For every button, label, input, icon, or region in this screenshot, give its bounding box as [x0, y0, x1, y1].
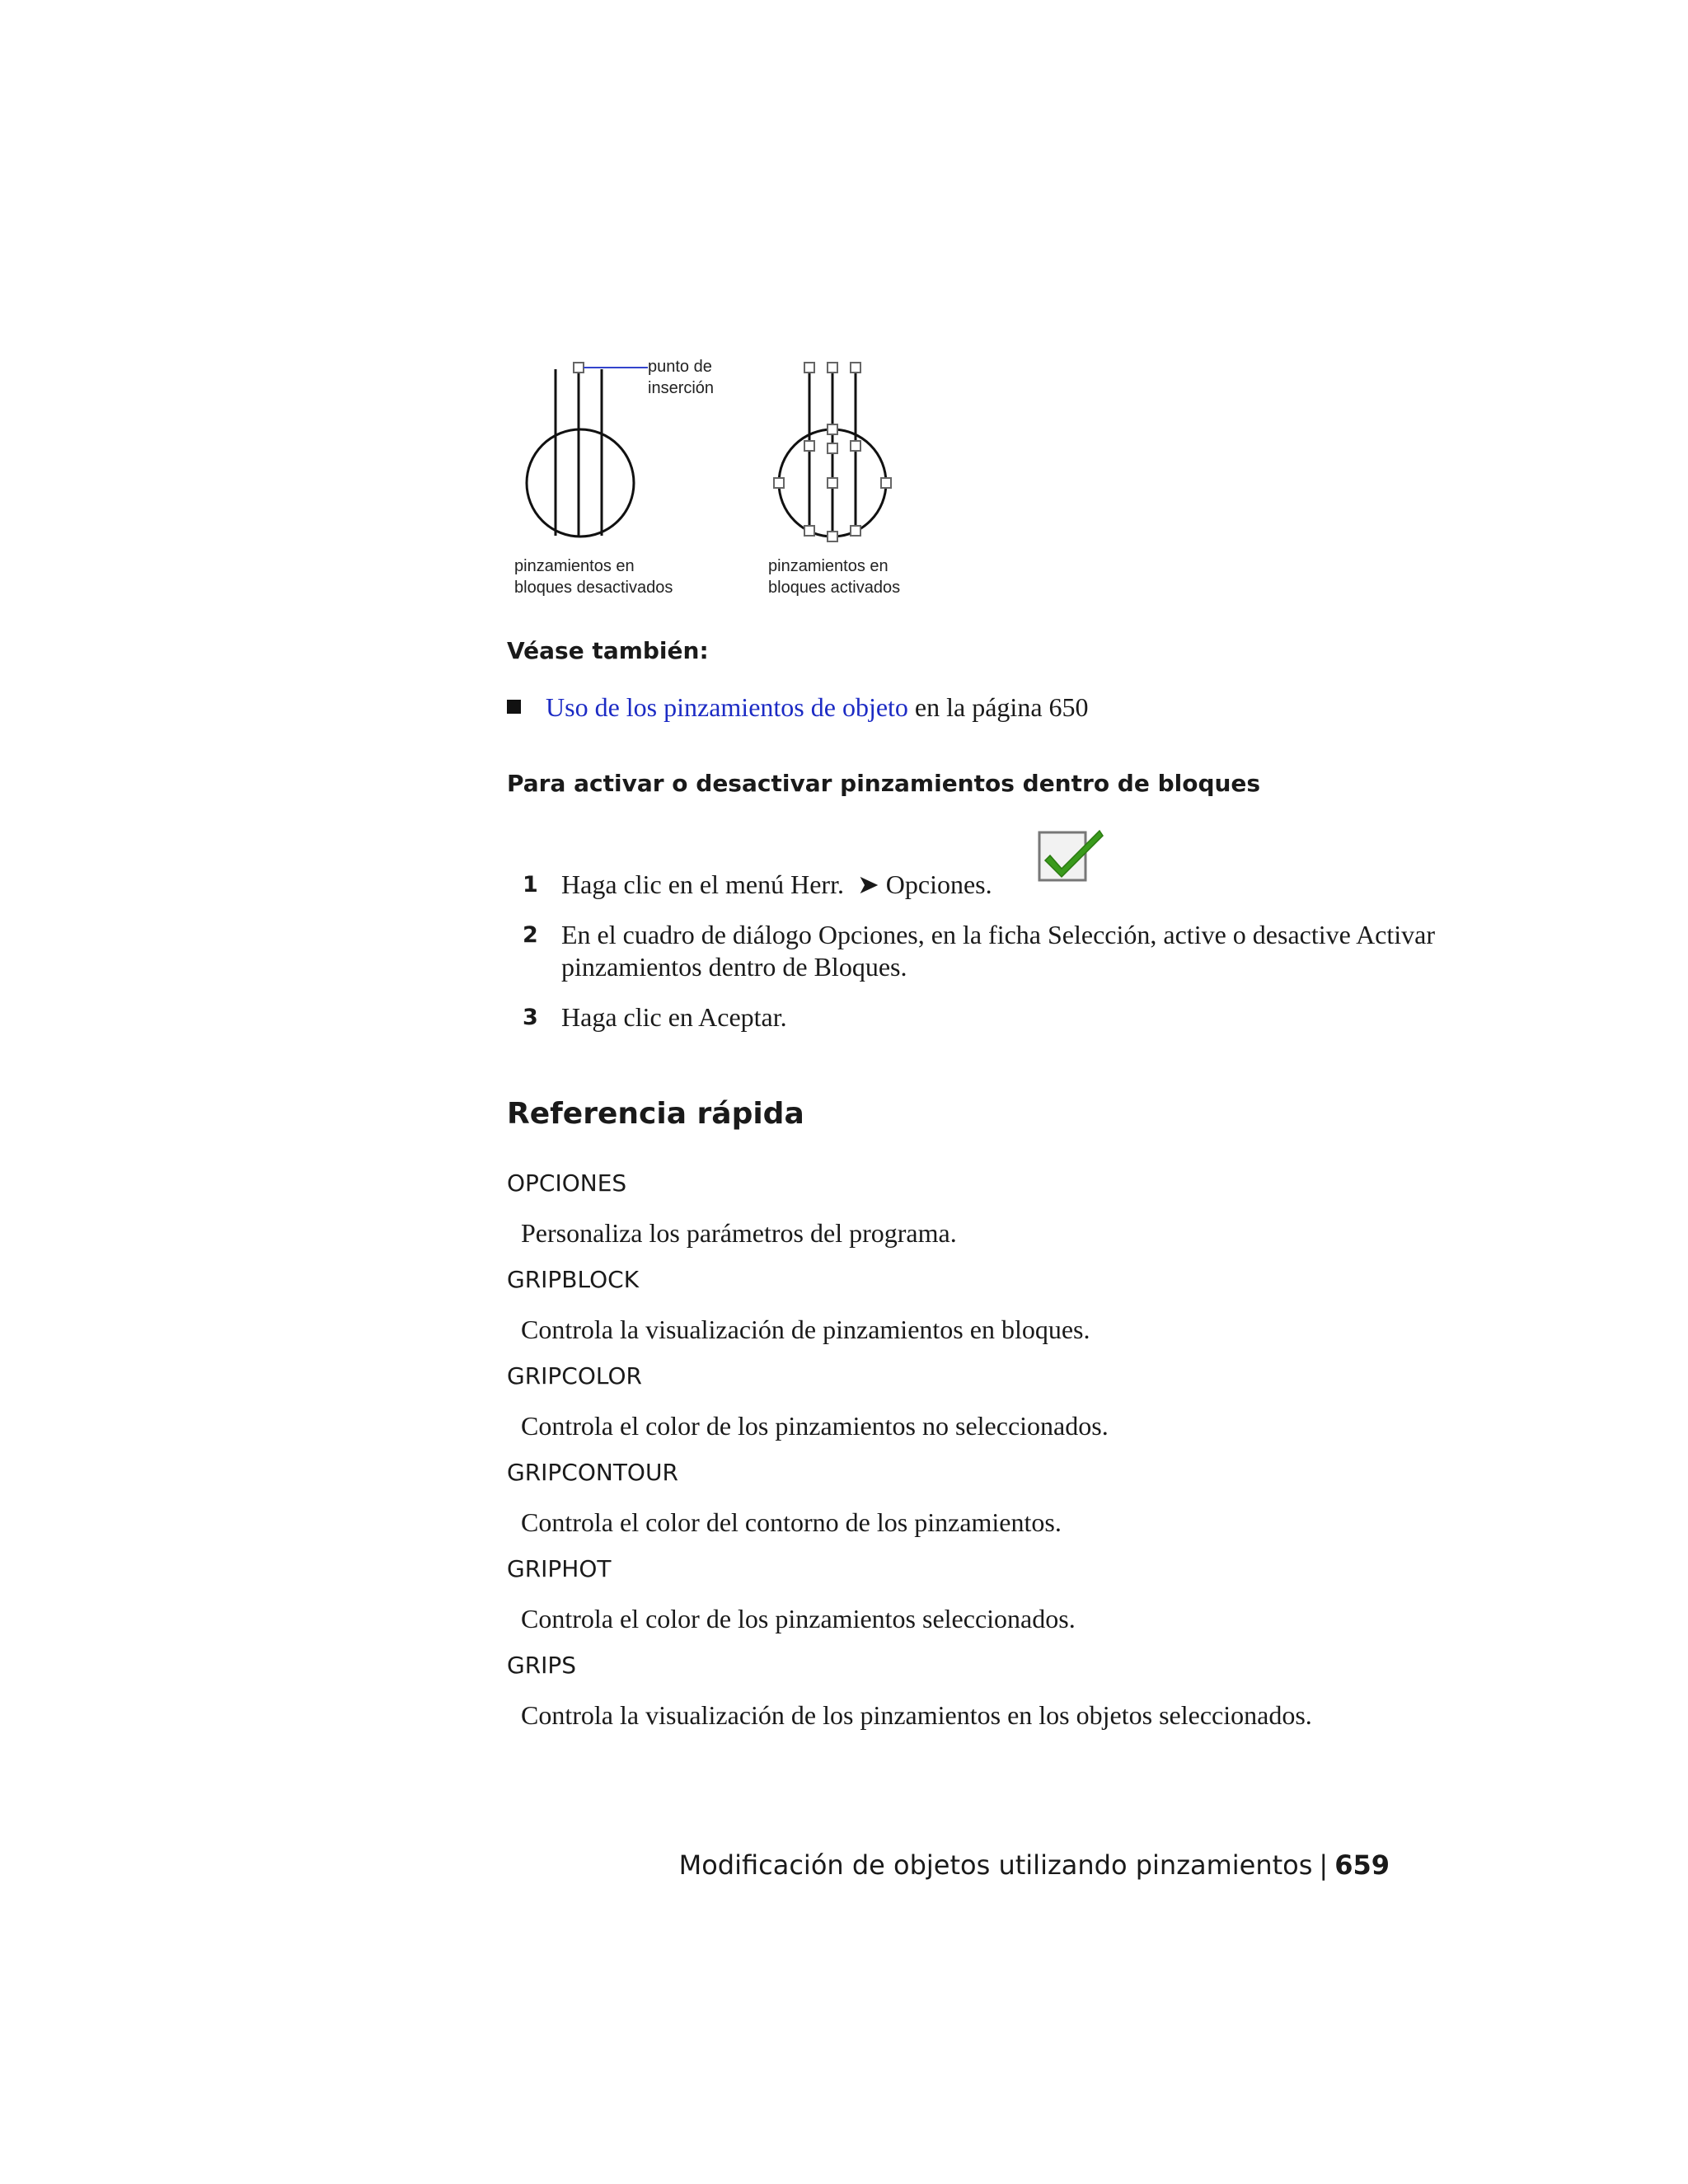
- insertion-grip: [574, 363, 584, 373]
- insertion-point-label: punto de inserción: [648, 358, 715, 397]
- step-text: Haga clic en Aceptar.: [561, 1002, 787, 1032]
- footer-title: Modificación de objetos utilizando pinzamientos: [678, 1849, 1313, 1881]
- square-bullet-icon: [507, 700, 521, 714]
- label-grips-disabled: pinzamientos en bloques desactivados: [514, 557, 673, 597]
- command-description: Controla la visualización de los pinzamientos en los objetos seleccionados.: [521, 1700, 1312, 1730]
- step-number: 2: [523, 922, 538, 948]
- page-number: 659: [1334, 1849, 1390, 1881]
- see-also-heading: Véase también:: [507, 637, 709, 664]
- command-description: Controla el color de los pinzamientos no seleccionados.: [521, 1411, 1109, 1441]
- grips-figure: [495, 346, 956, 610]
- command-name[interactable]: GRIPHOT: [507, 1555, 612, 1582]
- command-description: Controla el color de los pinzamientos seleccionados.: [521, 1604, 1076, 1633]
- step-text: En el cuadro de diálogo Opciones, en la ficha Selección, active o desactive Activar pinzamientos dentro de Bloques.: [561, 920, 1436, 982]
- page-footer: [679, 1849, 1390, 1882]
- command-name[interactable]: GRIPCOLOR: [507, 1362, 642, 1390]
- label-grips-enabled: pinzamientos en bloques activados: [768, 557, 901, 597]
- see-also-link[interactable]: Uso de los pinzamientos de objeto: [546, 692, 908, 722]
- command-name[interactable]: GRIPCONTOUR: [507, 1459, 678, 1486]
- step-number: 1: [523, 872, 538, 898]
- step-number: 3: [523, 1005, 538, 1030]
- quick-reference-heading: Referencia rápida: [507, 1097, 804, 1131]
- command-name[interactable]: GRIPBLOCK: [507, 1266, 640, 1293]
- checkmark-icon: [1037, 827, 1106, 885]
- see-also-item: [507, 691, 1089, 724]
- command-description: Controla el color del contorno de los pinzamientos.: [521, 1507, 1062, 1537]
- step-text: Haga clic en el menú Herr. ➤ Opciones.: [561, 869, 992, 899]
- command-name[interactable]: GRIPS: [507, 1652, 577, 1679]
- footer-separator: |: [1319, 1849, 1329, 1881]
- procedure-heading: Para activar o desactivar pinzamientos dentro de bloques: [507, 770, 1261, 797]
- see-also-suffix: en la página 650: [907, 692, 1089, 722]
- block-grips-disabled: [527, 369, 634, 537]
- command-name[interactable]: OPCIONES: [507, 1169, 627, 1197]
- command-description: Personaliza los parámetros del programa.: [521, 1218, 957, 1248]
- command-description: Controla la visualización de pinzamientos en bloques.: [521, 1315, 1090, 1344]
